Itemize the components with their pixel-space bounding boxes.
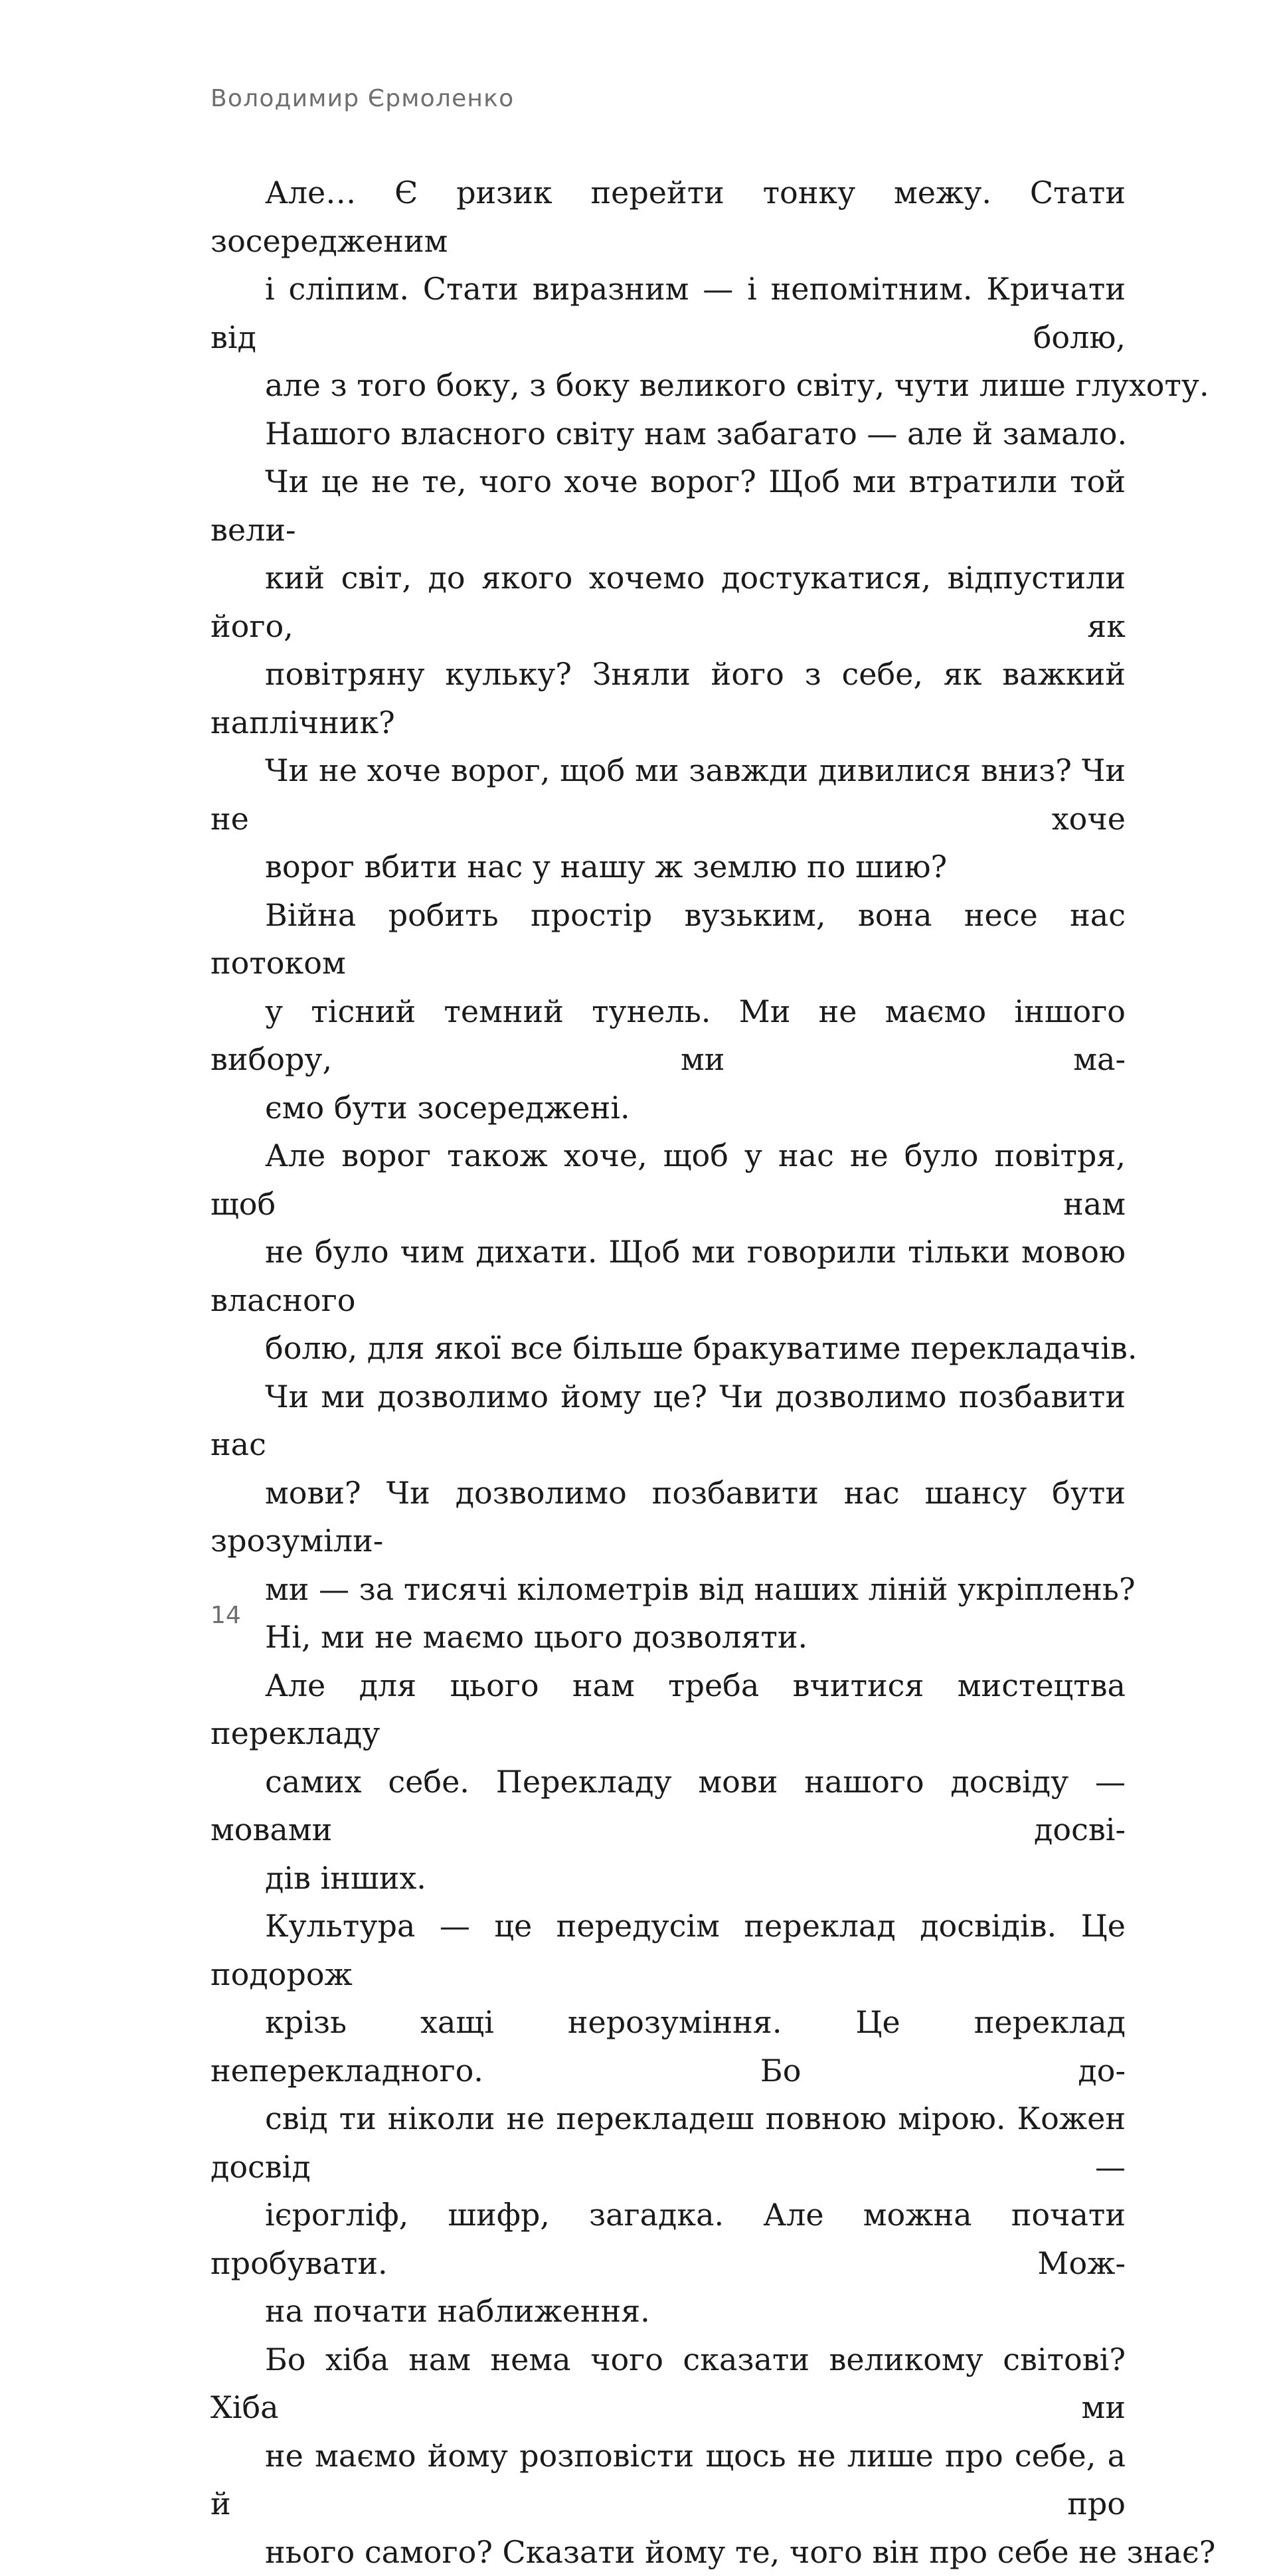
text-line: Бо хіба нам нема чого сказати великому світові? Хіба ми xyxy=(211,2336,1126,2432)
body-text xyxy=(211,169,1126,2576)
running-header-author: Володимир Єрмоленко xyxy=(211,85,514,112)
text-line: Нашого власного світу нам забагато — але й замало. xyxy=(211,410,1126,458)
text-line: повітряну кульку? Зняли його з себе, як важкий наплічник? xyxy=(211,650,1126,746)
text-line: ієрогліф, шифр, загадка. Але можна почати пробувати. Мож- xyxy=(211,2191,1126,2287)
page-number: 14 xyxy=(211,1602,241,1629)
text-line: Але… Є ризик перейти тонку межу. Стати зосередженим xyxy=(211,169,1126,265)
text-line: Культура — це передусім переклад досвідів. Це подорож xyxy=(211,1902,1126,1998)
text-line: Ні, ми не маємо цього дозволяти. xyxy=(211,1613,1126,1662)
text-line: самих себе. Перекладу мови нашого досвіду — мовами досві- xyxy=(211,1758,1126,1854)
paragraph xyxy=(211,1613,1126,1662)
text-line: Війна робить простір вузьким, вона несе нас потоком xyxy=(211,891,1126,987)
text-line: ми — за тисячі кілометрів від наших ліній укріплень? xyxy=(211,1565,1126,1614)
text-line: Чи це не те, чого хоче ворог? Щоб ми втратили той вели- xyxy=(211,458,1126,554)
paragraph xyxy=(211,2336,1126,2576)
text-line: ворог вбити нас у нашу ж землю по шию? xyxy=(211,843,1126,891)
text-line: мови? Чи дозволимо позбавити нас шансу бути зрозуміли- xyxy=(211,1469,1126,1565)
paragraph xyxy=(211,1373,1126,1614)
text-line: кий світ, до якого хочемо достукатися, відпустили його, як xyxy=(211,554,1126,650)
paragraph xyxy=(211,169,1126,410)
paragraph xyxy=(211,458,1126,891)
text-line: Але для цього нам треба вчитися мистецтва перекладу xyxy=(211,1662,1126,1758)
paragraph xyxy=(211,1902,1126,2336)
text-line: не було чим дихати. Щоб ми говорили тільки мовою власного xyxy=(211,1228,1126,1324)
text-line: Чи не хоче ворог, щоб ми завжди дивилися вниз? Чи не хоче xyxy=(211,746,1126,843)
text-line: болю, для якої все більше бракуватиме перекладачів. xyxy=(211,1324,1126,1373)
text-line: Але ворог також хоче, щоб у нас не було повітря, щоб нам xyxy=(211,1132,1126,1228)
paragraph xyxy=(211,891,1126,1132)
text-line: ємо бути зосереджені. xyxy=(211,1084,1126,1132)
text-line: дів інших. xyxy=(211,1854,1126,1903)
text-line: не маємо йому розповісти щось не лише про себе, а й про xyxy=(211,2432,1126,2528)
paragraph xyxy=(211,1662,1126,1903)
text-line: але з того боку, з боку великого світу, чути лише глухоту. xyxy=(211,361,1126,410)
text-line: на почати наближення. xyxy=(211,2287,1126,2336)
text-line: і сліпим. Стати виразним — і непомітним. Кричати від болю, xyxy=(211,265,1126,361)
paragraph xyxy=(211,1132,1126,1373)
text-line: свід ти ніколи не перекладеш повною мірою. Кожен досвід — xyxy=(211,2095,1126,2191)
text-line: у тісний темний тунель. Ми не маємо іншого вибору, ми ма- xyxy=(211,987,1126,1084)
paragraph xyxy=(211,410,1126,458)
text-line: Чи ми дозволимо йому це? Чи дозволимо позбавити нас xyxy=(211,1373,1126,1469)
text-line: крізь хащі нерозуміння. Це переклад неперекладного. Бо до- xyxy=(211,1998,1126,2095)
text-line: нього самого? Сказати йому те, чого він про себе не знає? xyxy=(211,2528,1126,2576)
